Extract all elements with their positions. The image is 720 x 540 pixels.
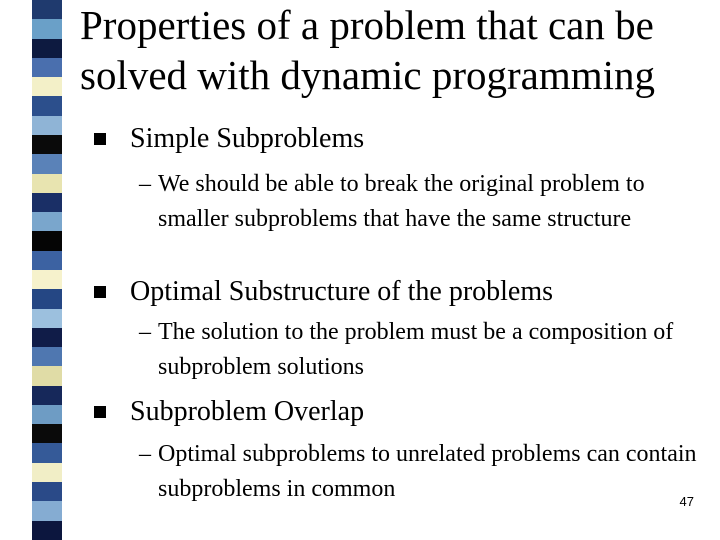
decorative-color-stripe — [32, 0, 62, 540]
stripe-block — [32, 328, 62, 347]
stripe-block — [32, 0, 62, 19]
stripe-block — [32, 289, 62, 308]
stripe-block — [32, 96, 62, 115]
dash-bullet-icon: – — [139, 319, 151, 345]
stripe-block — [32, 154, 62, 173]
page-number: 47 — [679, 494, 694, 509]
stripe-block — [32, 58, 62, 77]
stripe-block — [32, 347, 62, 366]
stripe-block — [32, 405, 62, 424]
square-bullet-icon — [94, 133, 106, 145]
sub-bullet-text: We should be able to break the original problem to smaller subproblems that have the same structure — [158, 171, 645, 232]
stripe-block — [32, 366, 62, 385]
sub-bullet-text: Optimal subproblems to unrelated problems can contain subproblems in common — [158, 441, 697, 502]
stripe-block — [32, 501, 62, 520]
stripe-block — [32, 39, 62, 58]
dash-bullet-icon: – — [139, 171, 151, 197]
stripe-block — [32, 424, 62, 443]
stripe-block — [32, 443, 62, 462]
stripe-block — [32, 174, 62, 193]
stripe-block — [32, 193, 62, 212]
dash-bullet-icon: – — [139, 441, 151, 467]
stripe-block — [32, 251, 62, 270]
bullet-text: Optimal Substructure of the problems — [130, 276, 554, 307]
stripe-block — [32, 386, 62, 405]
stripe-block — [32, 463, 62, 482]
stripe-block — [32, 212, 62, 231]
square-bullet-icon — [94, 286, 106, 298]
bullet-text: Subproblem Overlap — [130, 396, 365, 427]
stripe-block — [32, 77, 62, 96]
stripe-block — [32, 135, 62, 154]
stripe-block — [32, 309, 62, 328]
stripe-block — [32, 482, 62, 501]
slide-title: Properties of a problem that can be solved with dynamic programming — [80, 2, 656, 98]
stripe-block — [32, 270, 62, 289]
stripe-block — [32, 19, 62, 38]
stripe-block — [32, 116, 62, 135]
stripe-block — [32, 521, 62, 540]
sub-bullet-text: The solution to the problem must be a composition of subproblem solutions — [158, 319, 674, 380]
square-bullet-icon — [94, 406, 106, 418]
stripe-block — [32, 231, 62, 250]
bullet-text: Simple Subproblems — [130, 123, 365, 154]
